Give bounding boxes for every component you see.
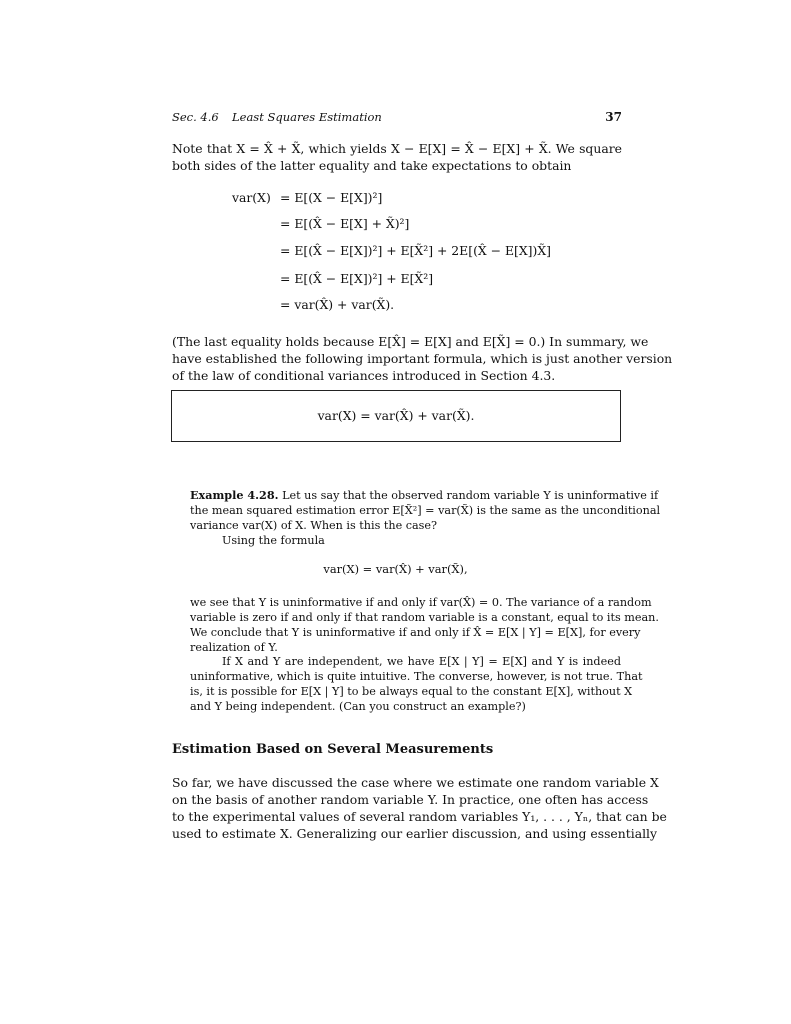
text-line: on the basis of another random variable Y. In practice, one often has access	[172, 792, 649, 807]
derivation-line: = E[(X̂ − E[X])²] + E[X̃²] + 2E[(X̂ − E[X])X̃]	[280, 243, 552, 258]
section-paragraph	[172, 774, 667, 842]
summary-paragraph	[172, 333, 673, 384]
text-line: So far, we have discussed the case where we estimate one random variable X	[172, 775, 659, 790]
text-line: Using the formula	[222, 534, 325, 547]
text-line: have established the following important formula, which is just another version	[172, 351, 673, 366]
text-line: uninformative, which is quite intuitive. The converse, however, is not true. That	[190, 670, 643, 683]
page-number: 37	[605, 110, 622, 124]
example-text: Let us say that the observed random variable Y is uninformative if	[282, 489, 659, 502]
text-line: If X and Y are independent, we have E[X | Y] = E[X] and Y is indeed	[222, 655, 621, 668]
text-line: both sides of the latter equality and take expectations to obtain	[172, 158, 572, 173]
example-label: Example 4.28.	[190, 488, 279, 502]
text-line: the mean squared estimation error E[X̃²] = var(X̃) is the same as the unconditional	[190, 504, 661, 517]
derivation-line: = var(X̂) + var(X̃).	[280, 297, 395, 312]
text-line: is, it is possible for E[X | Y] to be always equal to the constant E[X], without X	[190, 685, 633, 698]
example-block	[190, 488, 661, 548]
formula-text: var(X) = var(X̂) + var(X̃).	[317, 408, 475, 423]
example-paragraph-3	[190, 654, 643, 714]
text-line: We conclude that Y is uninformative if and only if X̂ = E[X | Y] = E[X], for every	[190, 626, 641, 639]
text-line: of the law of conditional variances introduced in Section 4.3.	[172, 368, 556, 383]
running-header	[172, 110, 622, 128]
text-line: we see that Y is uninformative if and only if var(X̂) = 0. The variance of a random	[190, 596, 652, 609]
text-line: variance var(X) of X. When is this the case?	[190, 519, 438, 532]
derivation-line: = E[(X̂ − E[X])²] + E[X̃²]	[280, 271, 434, 286]
header-title: Least Squares Estimation	[232, 110, 382, 124]
derivation-line: = E[(X̂ − E[X] + X̃)²]	[280, 216, 410, 231]
text-line	[190, 488, 659, 503]
text-line: realization of Y.	[190, 641, 278, 654]
boxed-formula	[171, 390, 621, 442]
derivation-line: = E[(X − E[X])²]	[280, 190, 383, 205]
derivation-lhs: var(X)	[232, 190, 271, 205]
example-paragraph-2	[190, 595, 659, 655]
intro-paragraph	[172, 140, 622, 174]
text-line: to the experimental values of several random variables Y₁, . . . , Yₙ, that can be	[172, 809, 667, 824]
example-formula: var(X) = var(X̂) + var(X̃),	[323, 562, 468, 576]
section-heading: Estimation Based on Several Measurements	[172, 742, 494, 757]
text-line: and Y being independent. (Can you construct an example?)	[190, 700, 526, 713]
text-line: (The last equality holds because E[X̂] = E[X] and E[X̃] = 0.) In summary, we	[172, 334, 649, 349]
text-line: Note that X = X̂ + X̃, which yields X − E[X] = X̂ − E[X] + X̃. We square	[172, 141, 622, 156]
text-line: variable is zero if and only if that random variable is a constant, equal to its mean.	[190, 611, 659, 624]
text-line: used to estimate X. Generalizing our earlier discussion, and using essentially	[172, 826, 658, 841]
header-section: Sec. 4.6	[172, 110, 219, 124]
